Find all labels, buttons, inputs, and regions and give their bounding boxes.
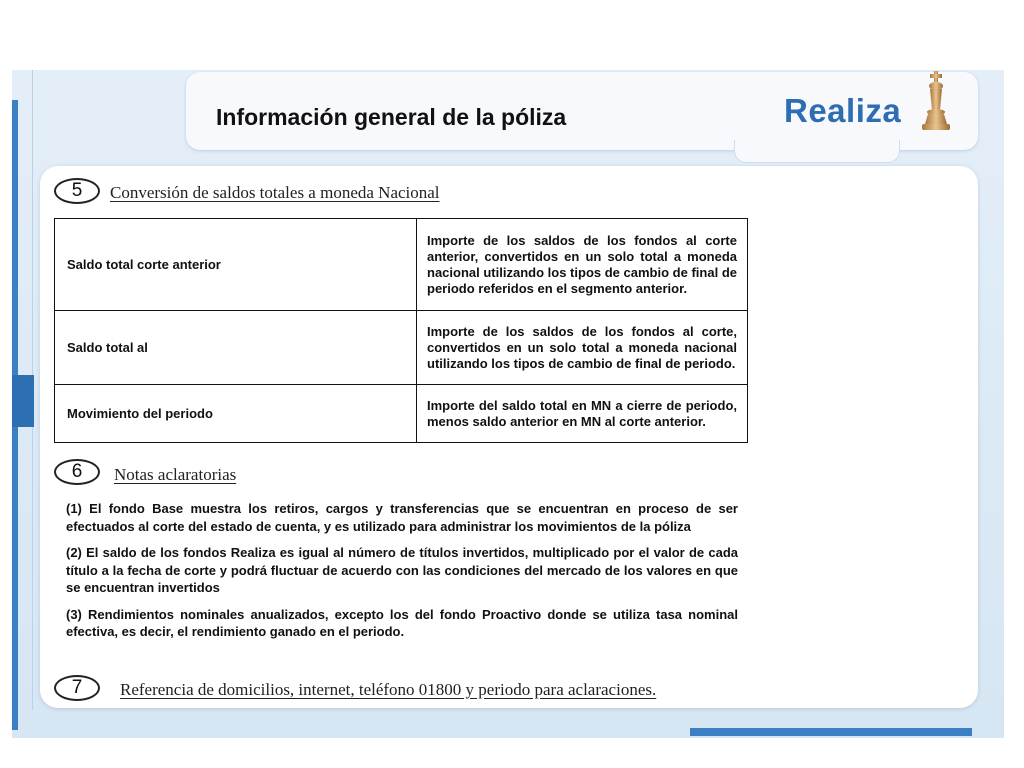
section-heading: Conversión de saldos totales a moneda Nacional	[110, 183, 440, 202]
row-description: Importe de los saldos de los fondos al corte anterior, convertidos en un solo total a moneda nacional utilizando los tipos de cambio de final de periodo referidos en el segmento anterior.	[417, 219, 748, 311]
row-description: Importe de los saldos de los fondos al corte, convertidos en un solo total a moneda nacional utilizando los tipos de cambio de final de periodo.	[417, 311, 748, 385]
note-item: (3) Rendimientos nominales anualizados, excepto los del fondo Proactivo donde se utiliza tasa nominal efectiva, es decir, el rendimiento ganado en el periodo.	[66, 606, 738, 639]
section-heading: Referencia de domicilios, internet, teléfono 01800 y periodo para aclaraciones.	[120, 680, 657, 699]
conversion-table	[54, 218, 748, 443]
table-row	[55, 311, 748, 385]
note-item: (2) El saldo de los fondos Realiza es igual al número de títulos invertidos, multiplicado por el valor de cada título a la fecha de corte y podrá fluctuar de acuerdo con las condiciones del mercado de los valores en que se encuentran invertidos	[66, 545, 738, 595]
brand-logo: Realiza	[784, 92, 902, 129]
header-tab	[734, 140, 900, 163]
chess-king-icon	[918, 70, 954, 132]
note-item: (1) El fondo Base muestra los retiros, cargos y transferencias que se encuentran en proceso de ser efectuados al corte del estado de cuenta, y es utilizado para administrar los movimientos de la póliza	[66, 501, 738, 534]
table-row	[55, 219, 748, 311]
section-number-badge: 7	[54, 675, 100, 701]
page-title: Información general de la póliza	[216, 104, 567, 130]
table-row	[55, 385, 748, 443]
bottom-accent-strip	[690, 728, 972, 736]
section-heading: Notas aclaratorias	[114, 465, 237, 484]
row-description: Importe del saldo total en MN a cierre de periodo, menos saldo anterior en MN al corte anterior.	[417, 385, 748, 443]
row-label: Saldo total corte anterior	[55, 219, 417, 311]
section-number-badge: 5	[54, 178, 100, 204]
row-label: Saldo total al	[55, 311, 417, 385]
section-number-badge: 6	[54, 459, 100, 485]
notes-list	[66, 500, 738, 650]
row-label: Movimiento del periodo	[55, 385, 417, 443]
left-accent-block	[12, 375, 34, 427]
